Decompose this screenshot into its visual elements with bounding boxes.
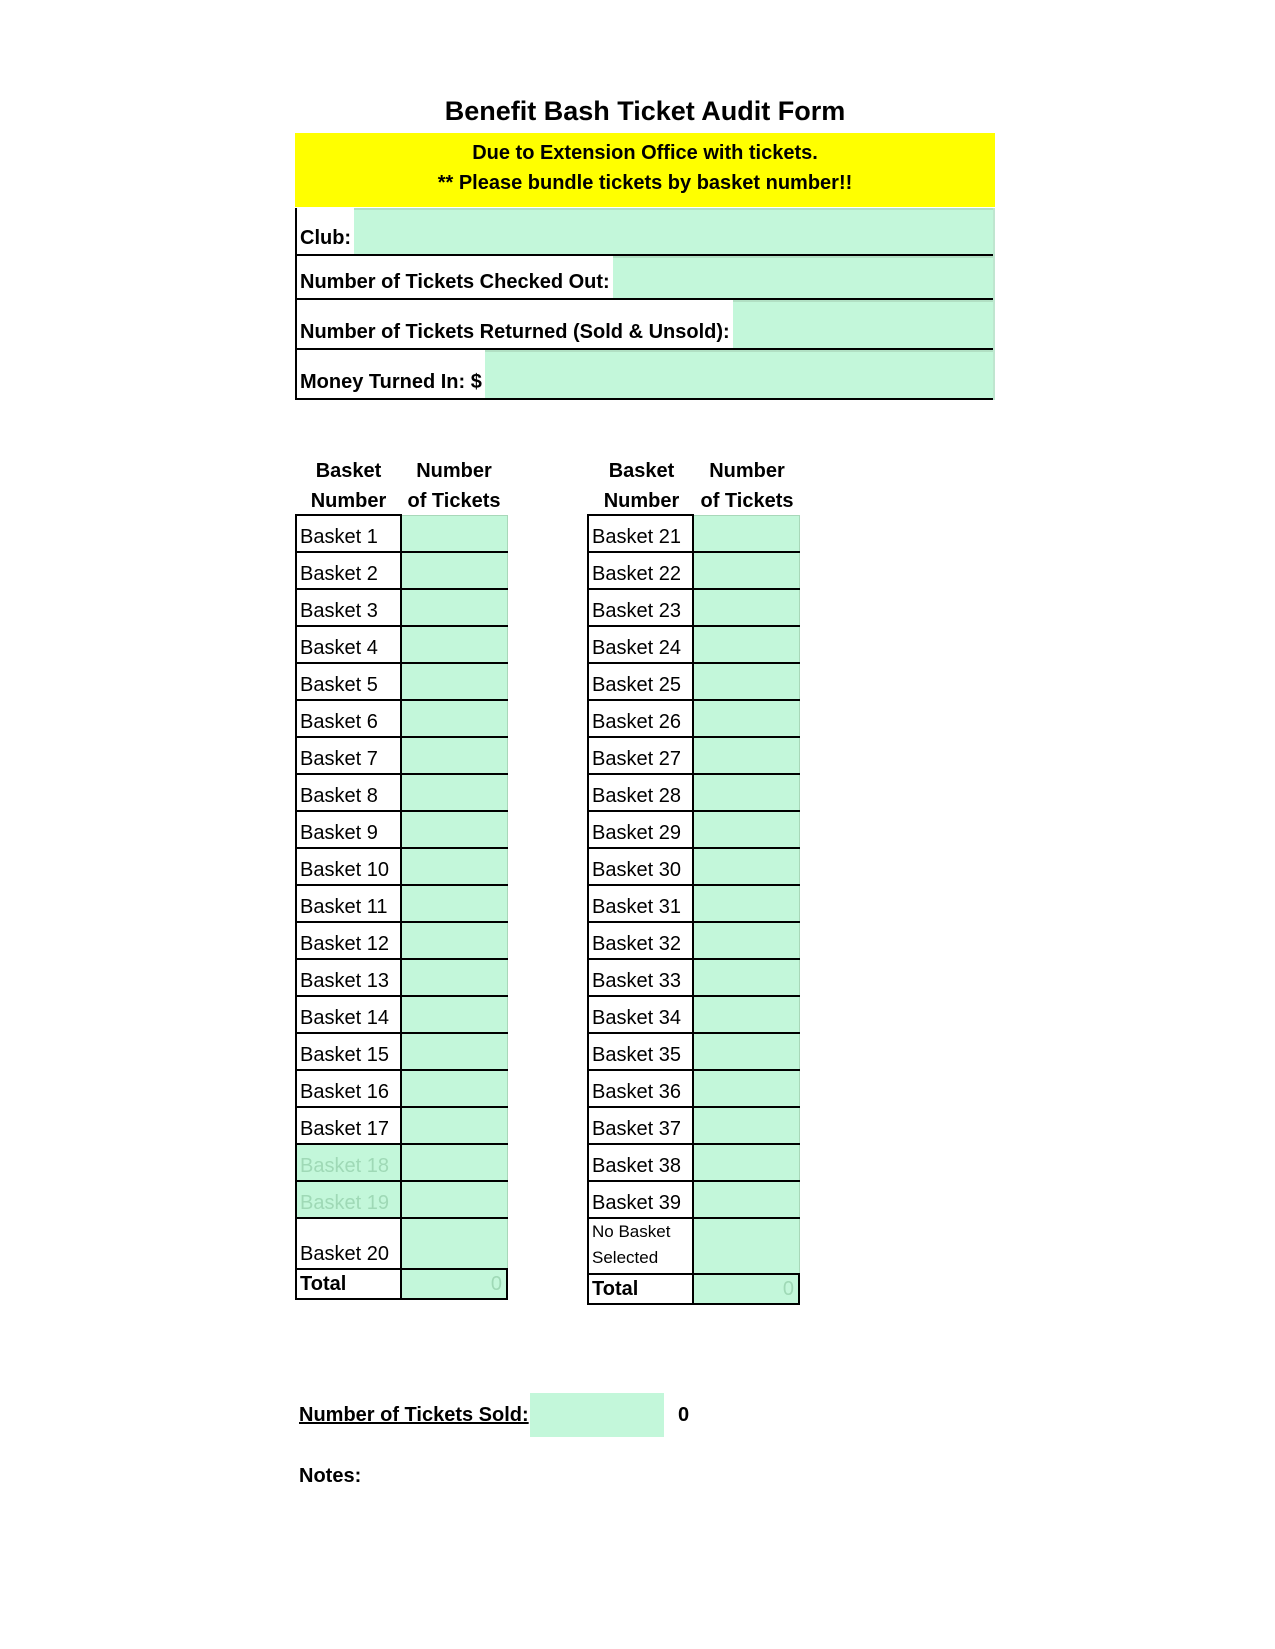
ticket-count-field[interactable] xyxy=(693,1181,799,1218)
ticket-count-field[interactable] xyxy=(401,737,507,774)
basket-row xyxy=(588,515,799,552)
basket-name: Basket 3 xyxy=(296,589,401,626)
ticket-count-field[interactable] xyxy=(693,589,799,626)
basket-name: Basket 9 xyxy=(296,811,401,848)
total-row xyxy=(588,1274,799,1304)
right-tickets-header-line2: of Tickets xyxy=(700,490,794,512)
basket-name: Basket 7 xyxy=(296,737,401,774)
basket-row xyxy=(296,1033,507,1070)
basket-row xyxy=(588,996,799,1033)
ticket-count-field[interactable] xyxy=(693,1033,799,1070)
basket-name: Basket 17 xyxy=(296,1107,401,1144)
basket-name: Basket 25 xyxy=(588,663,693,700)
basket-row xyxy=(296,922,507,959)
basket-name: Basket 26 xyxy=(588,700,693,737)
basket-name: Basket 30 xyxy=(588,848,693,885)
left-basket-table xyxy=(295,514,508,1300)
checked-out-row xyxy=(297,256,993,300)
basket-name: Basket 12 xyxy=(296,922,401,959)
tickets-sold-field[interactable] xyxy=(530,1393,664,1437)
basket-row xyxy=(588,1107,799,1144)
basket-row xyxy=(588,1181,799,1218)
basket-name: Basket 22 xyxy=(588,552,693,589)
right-basket-header-line1: Basket xyxy=(608,460,675,482)
basket-row xyxy=(588,1070,799,1107)
tickets-sold-value: 0 xyxy=(678,1404,690,1426)
basket-row xyxy=(296,1070,507,1107)
basket-row xyxy=(588,626,799,663)
basket-row xyxy=(296,515,507,552)
total-label: Total xyxy=(588,1274,693,1304)
ticket-count-field[interactable] xyxy=(401,552,507,589)
basket-name: Basket 21 xyxy=(588,515,693,552)
ticket-count-field[interactable] xyxy=(401,1181,507,1218)
basket-row xyxy=(588,1218,799,1274)
ticket-count-field[interactable] xyxy=(401,922,507,959)
basket-row xyxy=(296,1218,507,1269)
basket-row xyxy=(296,1144,507,1181)
basket-row xyxy=(588,663,799,700)
basket-name: Basket 10 xyxy=(296,848,401,885)
total-value: 0 xyxy=(693,1274,799,1304)
money-field[interactable] xyxy=(485,350,993,398)
basket-name: Basket 8 xyxy=(296,774,401,811)
ticket-count-field[interactable] xyxy=(401,774,507,811)
money-label: Money Turned In: $ xyxy=(297,350,485,398)
basket-row xyxy=(296,885,507,922)
ticket-count-field[interactable] xyxy=(693,737,799,774)
returned-row xyxy=(297,300,993,350)
ticket-count-field[interactable] xyxy=(693,848,799,885)
basket-row xyxy=(296,626,507,663)
ticket-count-field[interactable] xyxy=(401,811,507,848)
left-basket-header-line2: Number xyxy=(310,490,387,512)
ticket-count-field[interactable] xyxy=(401,996,507,1033)
basket-name: Basket 24 xyxy=(588,626,693,663)
basket-row xyxy=(588,552,799,589)
banner-line-1: Due to Extension Office with tickets. xyxy=(472,142,818,164)
basket-row xyxy=(296,774,507,811)
ticket-count-field[interactable] xyxy=(693,774,799,811)
basket-row xyxy=(588,1144,799,1181)
ticket-count-field[interactable] xyxy=(693,1144,799,1181)
basket-row xyxy=(296,848,507,885)
right-tickets-header xyxy=(694,456,800,516)
basket-name: Basket 35 xyxy=(588,1033,693,1070)
left-tickets-header-line2: of Tickets xyxy=(407,490,501,512)
returned-field[interactable] xyxy=(733,300,993,348)
basket-row xyxy=(296,552,507,589)
instruction-banner xyxy=(295,133,995,207)
ticket-count-field[interactable] xyxy=(401,1144,507,1181)
basket-row xyxy=(296,1181,507,1218)
basket-name: Basket 37 xyxy=(588,1107,693,1144)
club-label: Club: xyxy=(297,208,354,254)
basket-row xyxy=(588,737,799,774)
ticket-count-field[interactable] xyxy=(693,1070,799,1107)
ticket-count-field[interactable] xyxy=(693,1218,799,1274)
basket-row xyxy=(296,959,507,996)
ticket-count-field[interactable] xyxy=(401,700,507,737)
club-field[interactable] xyxy=(354,208,993,254)
basket-row xyxy=(296,663,507,700)
basket-name: Basket 27 xyxy=(588,737,693,774)
basket-name: Basket 38 xyxy=(588,1144,693,1181)
basket-name: Basket 29 xyxy=(588,811,693,848)
ticket-count-field[interactable] xyxy=(693,1107,799,1144)
ticket-count-field[interactable] xyxy=(693,959,799,996)
ticket-count-field[interactable] xyxy=(401,959,507,996)
basket-name: No Basket Selected xyxy=(588,1218,693,1274)
basket-row xyxy=(588,959,799,996)
ticket-count-field[interactable] xyxy=(693,811,799,848)
basket-row xyxy=(588,774,799,811)
right-tickets-header-line1: Number xyxy=(709,460,785,482)
notes-label: Notes: xyxy=(299,1465,362,1487)
basket-row xyxy=(588,885,799,922)
basket-name: Basket 1 xyxy=(296,515,401,552)
left-basket-header xyxy=(296,456,401,516)
basket-row xyxy=(296,737,507,774)
basket-row xyxy=(588,848,799,885)
ticket-count-field[interactable] xyxy=(401,1033,507,1070)
ticket-count-field[interactable] xyxy=(401,848,507,885)
banner-line-2: ** Please bundle tickets by basket number!! xyxy=(437,172,853,194)
basket-row xyxy=(296,1107,507,1144)
ticket-count-field[interactable] xyxy=(401,626,507,663)
basket-name: Basket 31 xyxy=(588,885,693,922)
tickets-sold-label: Number of Tickets Sold: xyxy=(299,1404,529,1426)
basket-row xyxy=(588,811,799,848)
ticket-count-field[interactable] xyxy=(401,1218,507,1269)
returned-label: Number of Tickets Returned (Sold & Unsold): xyxy=(297,300,733,348)
total-row xyxy=(296,1269,507,1299)
basket-name: Basket 2 xyxy=(296,552,401,589)
left-tickets-header-line1: Number xyxy=(416,460,492,482)
total-value: 0 xyxy=(401,1269,507,1299)
checked-out-field[interactable] xyxy=(613,256,993,298)
basket-row xyxy=(588,922,799,959)
ticket-count-field[interactable] xyxy=(693,552,799,589)
right-basket-header xyxy=(589,456,694,516)
basket-name: Basket 14 xyxy=(296,996,401,1033)
club-info-section xyxy=(295,208,995,400)
basket-name: Basket 4 xyxy=(296,626,401,663)
basket-name: Basket 36 xyxy=(588,1070,693,1107)
ticket-count-field[interactable] xyxy=(401,1107,507,1144)
basket-name: Basket 39 xyxy=(588,1181,693,1218)
right-basket-table xyxy=(587,514,800,1305)
basket-name: Basket 18 xyxy=(296,1144,401,1181)
basket-row xyxy=(588,1033,799,1070)
club-row xyxy=(297,208,993,256)
ticket-count-field[interactable] xyxy=(401,515,507,552)
basket-name: Basket 6 xyxy=(296,700,401,737)
basket-name: Basket 19 xyxy=(296,1181,401,1218)
basket-name: Basket 20 xyxy=(296,1218,401,1269)
ticket-count-field[interactable] xyxy=(693,626,799,663)
ticket-count-field[interactable] xyxy=(401,589,507,626)
money-row xyxy=(297,350,993,400)
ticket-count-field[interactable] xyxy=(693,515,799,552)
ticket-count-field[interactable] xyxy=(693,700,799,737)
basket-name: Basket 34 xyxy=(588,996,693,1033)
basket-name: Basket 15 xyxy=(296,1033,401,1070)
ticket-count-field[interactable] xyxy=(693,663,799,700)
left-basket-header-line1: Basket xyxy=(315,460,382,482)
basket-name: Basket 11 xyxy=(296,885,401,922)
basket-row xyxy=(588,589,799,626)
form-title: Benefit Bash Ticket Audit Form xyxy=(444,96,846,126)
left-tickets-header xyxy=(401,456,507,516)
basket-name: Basket 5 xyxy=(296,663,401,700)
basket-name: Basket 16 xyxy=(296,1070,401,1107)
ticket-count-field[interactable] xyxy=(693,922,799,959)
basket-row xyxy=(588,700,799,737)
basket-row xyxy=(296,589,507,626)
ticket-count-field[interactable] xyxy=(401,1070,507,1107)
basket-row xyxy=(296,811,507,848)
ticket-count-field[interactable] xyxy=(401,885,507,922)
checked-out-label: Number of Tickets Checked Out: xyxy=(297,256,613,298)
ticket-count-field[interactable] xyxy=(693,885,799,922)
basket-name: Basket 33 xyxy=(588,959,693,996)
basket-name: Basket 23 xyxy=(588,589,693,626)
basket-row xyxy=(296,996,507,1033)
total-label: Total xyxy=(296,1269,401,1299)
ticket-count-field[interactable] xyxy=(693,996,799,1033)
basket-name: Basket 13 xyxy=(296,959,401,996)
basket-name: Basket 28 xyxy=(588,774,693,811)
right-basket-header-line2: Number xyxy=(603,490,680,512)
basket-row xyxy=(296,700,507,737)
basket-name: Basket 32 xyxy=(588,922,693,959)
ticket-count-field[interactable] xyxy=(401,663,507,700)
